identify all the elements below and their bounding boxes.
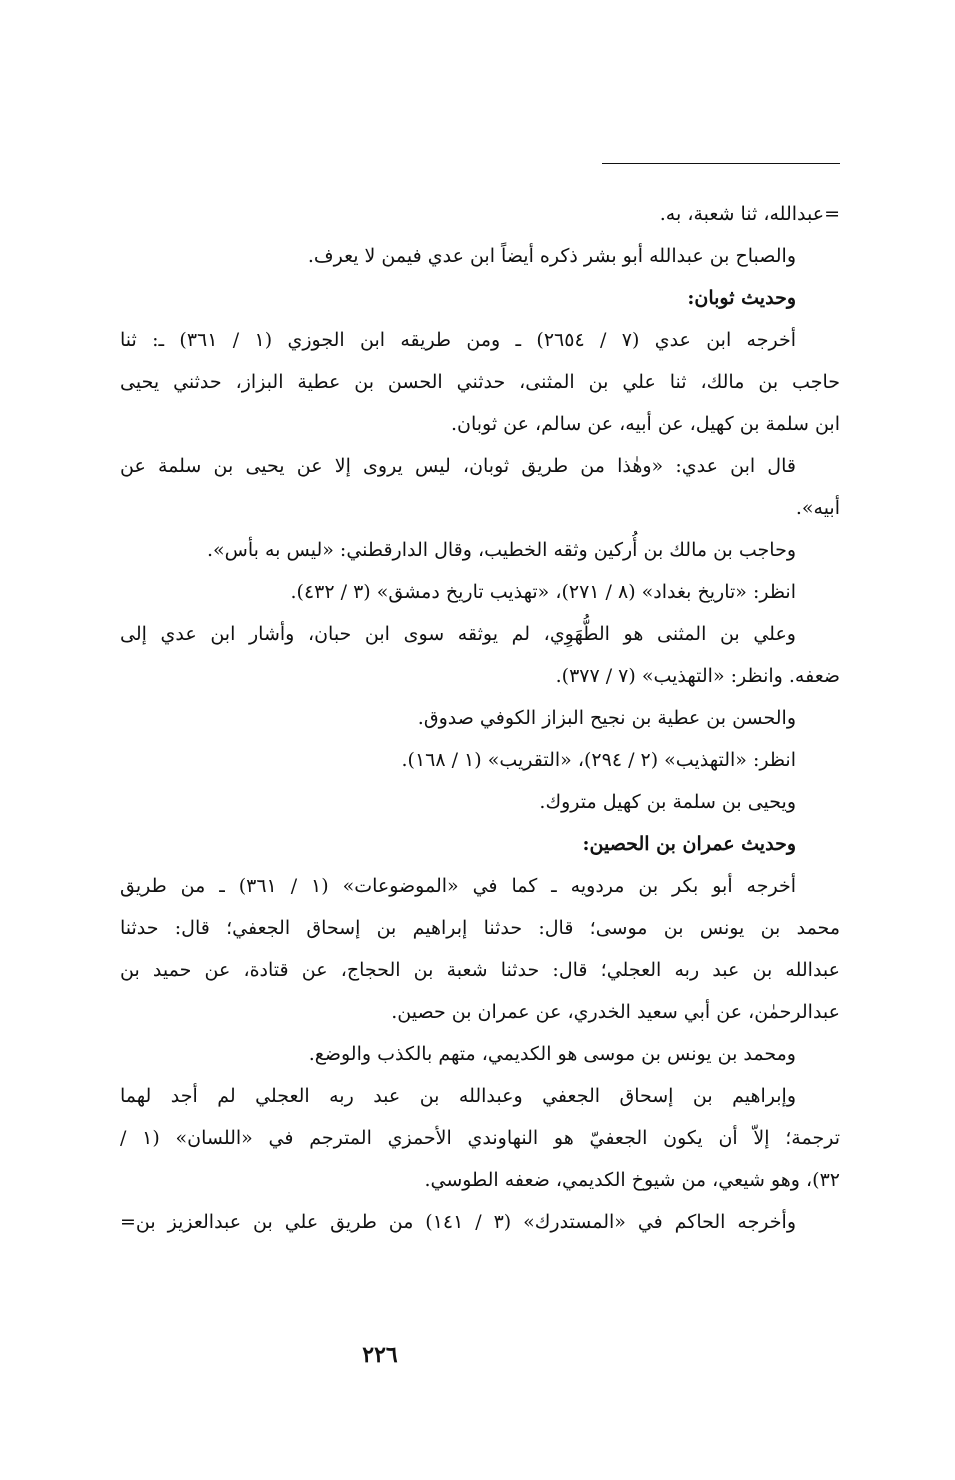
text-line: قال ابن عدي: «وهٰذا من طريق ثوبان، ليس يروى إلا عن يحيى بن سلمة عن bbox=[120, 455, 796, 477]
text-line: وإبراهيم بن إسحاق الجعفي وعبدالله بن عبد ربه العجلي لم أجد لهما bbox=[120, 1085, 796, 1107]
text-line: محمد بن يونس بن موسى؛ قال: حدثنا إبراهيم بن إسحاق الجعفي؛ قال: حدثنا bbox=[120, 917, 840, 939]
text-line: عبدالله بن عبد ربه العجلي؛ قال: حدثنا شعبة بن الحجاج، عن قتادة، عن حميد بن bbox=[120, 959, 840, 981]
text-line: ضعفه. وانظر: «التهذيب» (٧ / ٣٧٧). bbox=[555, 665, 840, 687]
text-line: حاجب بن مالك، ثنا علي بن المثنى، حدثني الحسن بن عطية البزاز، حدثني يحيى bbox=[120, 371, 840, 393]
section-heading: وحديث عمران بن الحصين: bbox=[582, 833, 796, 855]
page-number: ٢٢٦ bbox=[362, 1342, 398, 1368]
text-line: انظر: «التهذيب» (٢ / ٢٩٤)، «التقريب» (١ / ١٦٨). bbox=[401, 749, 796, 771]
text-line: وأخرجه الحاكم في «المستدرك» (٣ / ١٤١) من طريق علي بن عبدالعزيز بن= bbox=[120, 1211, 796, 1233]
footnote-text bbox=[120, 193, 840, 1243]
page bbox=[120, 0, 840, 1480]
text-line: انظر: «تاريخ بغداد» (٨ / ٢٧١)، «تهذيب تاريخ دمشق» (٣ / ٤٣٢). bbox=[290, 581, 796, 603]
text-line: أبيه». bbox=[795, 497, 840, 519]
text-line: ويحيى بن سلمة بن كهيل متروك. bbox=[539, 791, 796, 813]
text-line: أخرجه ابن عدي (٧ / ٢٦٥٤) ـ ومن طريقه ابن الجوزي (١ / ٣٦١) ـ: ثنا bbox=[120, 329, 796, 351]
text-line: وعلي بن المثنى هو الطُّهَوِي، لم يوثقه سوى ابن حبان، وأشار ابن عدي إلى bbox=[120, 623, 796, 645]
text-line: وحاجب بن مالك بن أُركين وثقه الخطيب، وقال الدارقطني: «ليس به بأس». bbox=[207, 539, 796, 561]
text-line: أخرجه أبو بكر بن مردويه ـ كما في «الموضوعات» (١ / ٣٦١) ـ من طريق bbox=[120, 875, 796, 897]
text-line: والحسن بن عطية بن نجيح البزاز الكوفي صدوق. bbox=[417, 707, 796, 729]
text-line: عبدالرحمٰن، عن أبي سعيد الخدري، عن عمران بن حصين. bbox=[391, 1001, 840, 1023]
text-line: ٣٢)، وهو شيعي، من شيوخ الكديمي، ضعفه الطوسي. bbox=[424, 1169, 840, 1191]
section-heading: وحديث ثوبان: bbox=[687, 287, 796, 309]
text-line: ترجمة؛ إلاّ أن يكون الجعفيّ هو النهاوندي الأحمزي المترجم في «اللسان» (١ / bbox=[120, 1127, 840, 1149]
text-line: والصباح بن عبدالله أبو بشر ذكره أيضاً ابن عدي فيمن لا يعرف. bbox=[307, 245, 796, 267]
text-line: ومحمد بن يونس بن موسى هو الكديمي، متهم بالكذب والوضع. bbox=[308, 1043, 796, 1065]
footnote-separator-rule bbox=[602, 163, 840, 164]
text-line: =عبدالله، ثنا شعبة، به. bbox=[659, 203, 840, 225]
text-line: ابن سلمة بن كهيل، عن أبيه، عن سالم، عن ثوبان. bbox=[450, 413, 840, 435]
